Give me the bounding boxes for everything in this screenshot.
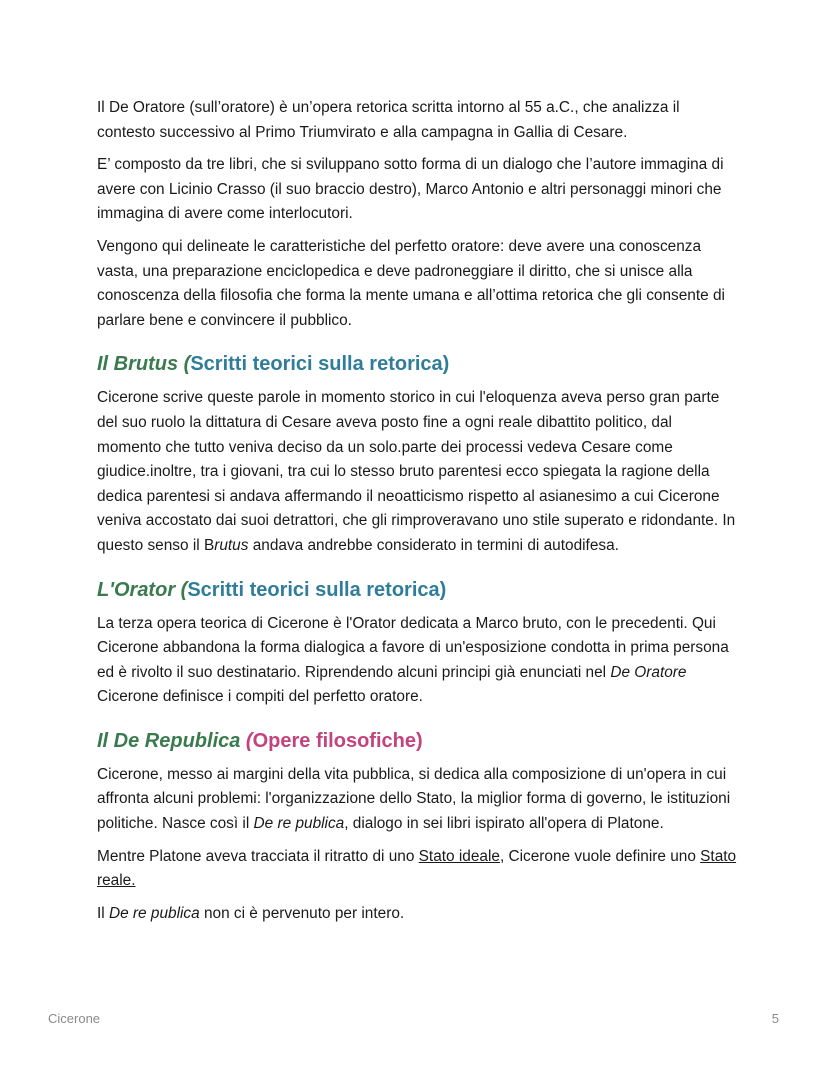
stato-ideale-underlined: Stato ideale [418,847,500,865]
orator-heading-category: Scritti teorici sulla retorica) [187,578,447,601]
republica-paragraph-2 [97,845,737,894]
republica-p3-italic: De re publica [108,904,200,922]
orator-text-a: La terza opera teorica di Cicerone è l'Orator dedicata a Marco bruto, con le precedenti. Qui Cicerone abbandona la forma dialogica a favore di un'esposizione condotta in prima persona ed è rivolto il suo destinatario. Riprendendo alcuni principi già enunciati nel [97,614,729,681]
brutus-heading [97,351,737,377]
republica-heading-title: Il De Republica [97,729,241,752]
brutus-heading-title: Il Brutus [97,353,179,376]
republica-p1-text-a: Cicerone, messo ai margini della vita pubblica, si dedica alla composizione di un'opera in cui affronta alcuni problemi: l'organizzazione dello Stato, la miglior forma di governo, le istituzioni politiche. Nasce così il [97,765,731,833]
deoratore-paragraph-2: E’ composto da tre libri, che si sviluppano sotto forma di un dialogo che l’autore immagina di avere con Licinio Crasso (il suo braccio destro), Marco Antonio e altri personaggi minori che immagina di avere come interlocutori. [97,156,724,223]
republica-p3-text-b: non ci è pervenuto per intero. [199,904,405,922]
republica-p1-italic: De re publica [253,815,345,833]
orator-heading-title: L'Orator [97,578,176,601]
deoratore-paragraph-1: Il De Oratore (sull’oratore) è un’opera retorica scritta intorno al 55 a.C., che analizza il contesto successivo al Primo Triumvirato e alla campagna in Gallia di Cesare. [97,99,680,141]
republica-paragraph-3 [97,902,737,927]
orator-heading [97,577,737,603]
deoratore-paragraph-3: Vengono qui delineate le caratteristiche del perfetto oratore: deve avere una conoscenza vasta, una preparazione enciclopedica e deve padroneggiare il diritto, che si unisce alla conoscenza della filosofia che forma la mente umana e all’ottima retorica che gli consente di parlare bene e convincere il pubblico. [97,237,725,329]
page-number: 5 [771,1011,779,1026]
republica-heading-category: Opere filosofiche) [252,729,423,752]
brutus-text-italic: rutus [214,536,249,554]
brutus-heading-paren: ( [178,353,191,376]
document-body [97,96,737,934]
orator-paragraph [97,612,737,710]
republica-heading [97,728,737,754]
stato-reale-underlined: Stato reale. [97,847,737,890]
orator-heading-paren: ( [175,578,188,601]
republica-p2-text-b: , Cicerone vuole definire uno [499,847,701,865]
brutus-text-b: andava andrebbe considerato in termini di autodifesa. [248,536,619,554]
orator-text-b: Cicerone definisce i compiti del perfetto oratore. [97,688,423,706]
republica-paragraph-1 [97,763,737,837]
republica-p3-text-a: Il [97,904,109,922]
republica-p2-text-a: Mentre Platone aveva tracciata il ritratto di uno [97,847,419,865]
footer-title: Cicerone [48,1011,101,1026]
republica-heading-paren: ( [240,729,253,752]
brutus-heading-category: Scritti teorici sulla retorica) [190,353,450,376]
republica-p1-text-b: , dialogo in sei libri ispirato all'opera di Platone. [344,815,664,833]
brutus-text-a: Cicerone scrive queste parole in momento storico in cui l'eloquenza aveva perso gran parte del suo ruolo la dittatura di Cesare aveva posto fine a ogni reale dibattito politico, dal momento che tutto veniva deciso da un solo.parte dei processi vedeva Cesare come giudice.inoltre, tra i giovani, tra cui lo stesso bruto parentesi ecco spiegata la ragione della dedica parentesi si andava affermando il neoatticismo rispetto al asianesimo a cui Cicerone veniva accostato dai suoi detrattori, che gli rimproveravano uno stile superato e ridondante. In questo senso il B [97,389,736,554]
orator-text-italic: De Oratore [610,663,687,681]
brutus-paragraph [97,386,737,558]
